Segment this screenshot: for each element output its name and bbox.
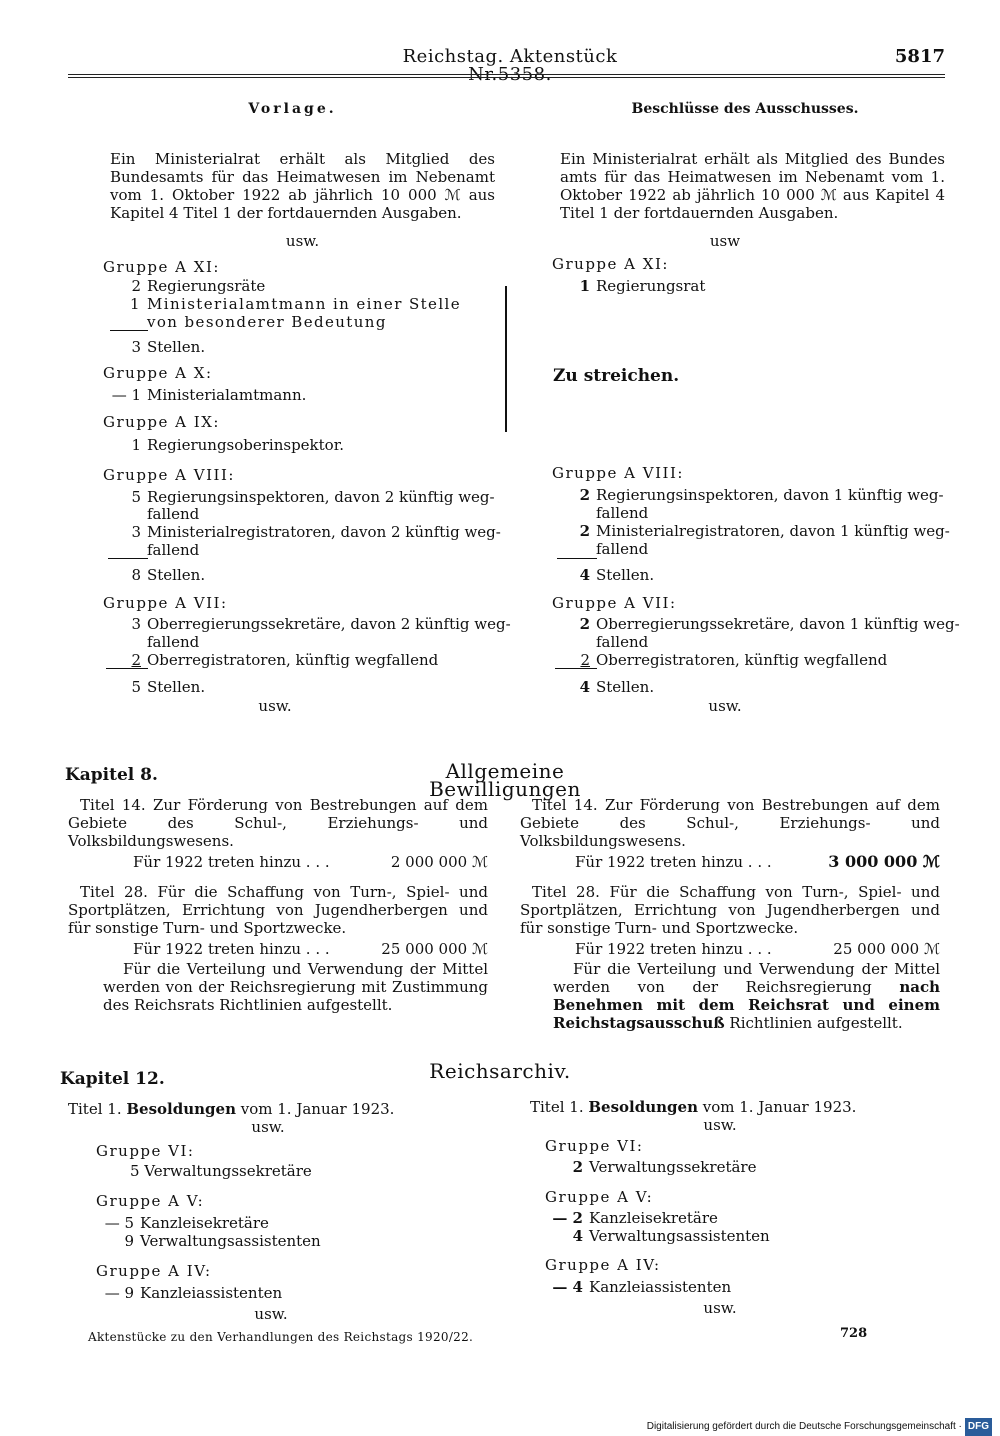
left-group-avii: Gruppe A VII:: [103, 594, 228, 612]
left-aix-line1: 1 Regierungsoberinspektor.: [131, 436, 344, 454]
k8-left-titel14: Titel 14. Zur Förderung von Bestrebungen auf dem Gebiete des Schul-, Erziehungs- und Volksbildungswesens.: [68, 796, 488, 850]
page-header-title: Reichstag. Aktenstück Nr.5358.: [402, 46, 618, 85]
k8-right-titel14: Titel 14. Zur Förderung von Bestrebungen auf dem Gebiete des Schul-, Erziehungs- und Volksbildungswesens.: [520, 796, 940, 850]
left-aviii-line1: 5 Regierungsinspektoren, davon 2 künftig weg-: [131, 488, 495, 506]
page-number: 5817: [894, 46, 945, 67]
left-ax-line1: — 1 Ministerialamtmann.: [111, 386, 307, 404]
left-avii-line2: 2 Oberregistratoren, künftig wegfallend: [131, 651, 439, 669]
k12-right-vi-line1: 2 Verwaltungssekretäre: [572, 1158, 757, 1176]
left-aviii-line2b: fallend: [147, 541, 200, 559]
left-aviii-line1b: fallend: [147, 505, 200, 523]
right-avii-line2: 2 Oberregistratoren, künftig wegfallend: [580, 651, 888, 669]
right-group-aviii: Gruppe A VIII:: [552, 464, 684, 482]
k12-right-usw: usw.: [703, 1116, 737, 1134]
left-axi-line2: 1 Ministerialamtmann in einer Stelle: [130, 295, 462, 313]
left-intro-paragraph: Ein Ministerialrat erhält als Mitglied des Bundesamts für das Heimatwesen im Nebenamt vom 1. Oktober 1922 ab jährlich 10 000 ℳ aus Kapitel 4 Titel 1 der fortdauernden Ausgaben.: [110, 150, 495, 222]
k8-left-t28-note: Für die Verteilung und Verwendung der Mittel werden von der Reichsregierung mit Zustimmung des Reichsrats Richtlinien aufgestellt.: [103, 960, 488, 1014]
right-aviii-sumrule: [557, 558, 597, 559]
k8-left-titel28: Titel 28. Für die Schaffung von Turn-, Spiel- und Sportplätzen, Errichtung von Jugendherbergen und für sonstige Turn- und Sportzwecke.: [68, 883, 488, 937]
left-column-heading: Vorlage.: [248, 101, 337, 117]
kapitel8-label: Kapitel 8.: [65, 765, 158, 785]
right-streichen: Zu streichen.: [553, 366, 680, 386]
k12-right-av-line2: 4 Verwaltungsassistenten: [572, 1227, 770, 1245]
right-avii-line1: 2 Oberregierungssekretäre, davon 1 künftig weg-: [579, 615, 960, 633]
footer-sheet-number: 728: [840, 1326, 868, 1341]
right-group-avii: Gruppe A VII:: [552, 594, 677, 612]
left-avii-total: 5 Stellen.: [131, 678, 206, 696]
left-axi-total: 3 Stellen.: [131, 338, 206, 356]
left-avii-line1b: fallend: [147, 633, 200, 651]
header-rule-2: [68, 77, 945, 78]
left-axi-line2b: von besonderer Bedeutung: [147, 313, 387, 331]
left-avii-line1: 3 Oberregierungssekretäre, davon 2 künftig weg-: [131, 615, 511, 633]
right-axi-line1: 1 Regierungsrat: [579, 277, 706, 295]
left-aviii-sumrule: [108, 558, 148, 559]
k8-right-t28-note: Für die Verteilung und Verwendung der Mittel werden von der Reichsregierung nach Benehmen mit dem Reichsrat und einem Reichstagsausschuß Richtlinien aufgestellt.: [553, 960, 940, 1032]
left-aviii-line2: 3 Ministerialregistratoren, davon 2 künftig weg-: [131, 523, 501, 541]
left-group-axi: Gruppe A XI:: [103, 258, 220, 276]
right-aviii-line2: 2 Ministerialregistratoren, davon 1 künftig weg-: [579, 522, 950, 540]
right-avii-line1b: fallend: [596, 633, 649, 651]
left-group-aviii: Gruppe A VIII:: [103, 466, 235, 484]
k12-left-group-aiv: Gruppe A IV:: [96, 1262, 212, 1280]
right-intro-paragraph: Ein Ministerialrat erhält als Mitglied des Bundes amts für das Heimatwesen im Nebenamt vom 1. Oktober 1922 ab jährlich 10 000 ℳ aus Kapitel 4 Titel 1 der fortdauernden Ausgaben.: [560, 150, 945, 222]
k12-left-aiv-line1: — 9 Kanzleiassistenten: [104, 1284, 283, 1302]
k12-left-group-vi: Gruppe VI:: [96, 1142, 195, 1160]
left-aviii-total: 8 Stellen.: [131, 566, 206, 584]
k12-left-usw: usw.: [251, 1118, 285, 1136]
kapitel12-title: Reichsarchiv.: [429, 1059, 571, 1083]
right-usw: usw: [709, 232, 741, 250]
right-aviii-total: 4 Stellen.: [579, 566, 655, 584]
k12-right-aiv-line1: — 4 Kanzleiassistenten: [552, 1278, 732, 1296]
dfg-logo: DFG: [965, 1418, 992, 1436]
right-avii-sumrule: [555, 668, 597, 669]
k12-right-av-line1: — 2 Kanzleisekretäre: [552, 1209, 718, 1227]
k12-left-av-line1: — 5 Kanzleisekretäre: [104, 1214, 269, 1232]
header-rule: [68, 74, 945, 75]
k8-right-t14-amount-row: Für 1922 treten hinzu . . . 3 000 000 ℳ: [575, 852, 940, 871]
k12-right-usw-end: usw.: [703, 1299, 737, 1317]
right-usw-end: usw.: [708, 697, 742, 715]
left-group-aix: Gruppe A IX:: [103, 413, 220, 431]
left-avii-sumrule: [106, 668, 148, 669]
kapitel8-title: Allgemeine Bewilligungen: [429, 759, 581, 801]
k12-right-group-av: Gruppe A V:: [545, 1188, 654, 1206]
kapitel12-label: Kapitel 12.: [60, 1069, 165, 1089]
k12-left-usw-end: usw.: [254, 1305, 288, 1323]
dfg-credit: Digitalisierung gefördert durch die Deutsche Forschungsgemeinschaft · DFG: [647, 1418, 992, 1436]
left-usw-end: usw.: [258, 697, 292, 715]
k12-right-group-aiv: Gruppe A IV:: [545, 1256, 661, 1274]
left-usw: usw.: [285, 232, 320, 250]
k8-left-t14-amount-row: Für 1922 treten hinzu . . . 2 000 000 ℳ: [133, 853, 488, 871]
k12-right-group-vi: Gruppe VI:: [545, 1137, 644, 1155]
right-column-heading: Beschlüsse des Ausschusses.: [631, 101, 859, 117]
k8-right-t28-amount-row: Für 1922 treten hinzu . . . 25 000 000 ℳ: [575, 940, 940, 958]
k12-left-group-av: Gruppe A V:: [96, 1192, 205, 1210]
k12-left-titel1: Titel 1. Besoldungen vom 1. Januar 1923.: [68, 1100, 395, 1118]
right-avii-total: 4 Stellen.: [579, 678, 655, 696]
left-axi-line1: 2 Regierungsräte: [131, 277, 266, 295]
right-aviii-line1: 2 Regierungsinspektoren, davon 1 künftig weg-: [579, 486, 944, 504]
k12-left-av-line2: 9 Verwaltungsassistenten: [124, 1232, 321, 1250]
k12-right-titel1: Titel 1. Besoldungen vom 1. Januar 1923.: [530, 1098, 857, 1116]
footer-source: Aktenstücke zu den Verhandlungen des Reichstags 1920/22.: [88, 1330, 474, 1344]
left-group-ax: Gruppe A X:: [103, 364, 213, 382]
bracket-bar: [505, 286, 507, 432]
right-group-axi: Gruppe A XI:: [552, 255, 669, 273]
left-axi-sumrule: [110, 330, 148, 331]
right-aviii-line2b: fallend: [596, 540, 649, 558]
k12-left-vi-line1: 5 Verwaltungssekretäre: [130, 1162, 312, 1180]
right-aviii-line1b: fallend: [596, 504, 649, 522]
k8-right-titel28: Titel 28. Für die Schaffung von Turn-, Spiel- und Sportplätzen, Errichtung von Jugendherbergen und für sonstige Turn- und Sportzwecke.: [520, 883, 940, 937]
k8-left-t28-amount-row: Für 1922 treten hinzu . . . 25 000 000 ℳ: [133, 940, 488, 958]
